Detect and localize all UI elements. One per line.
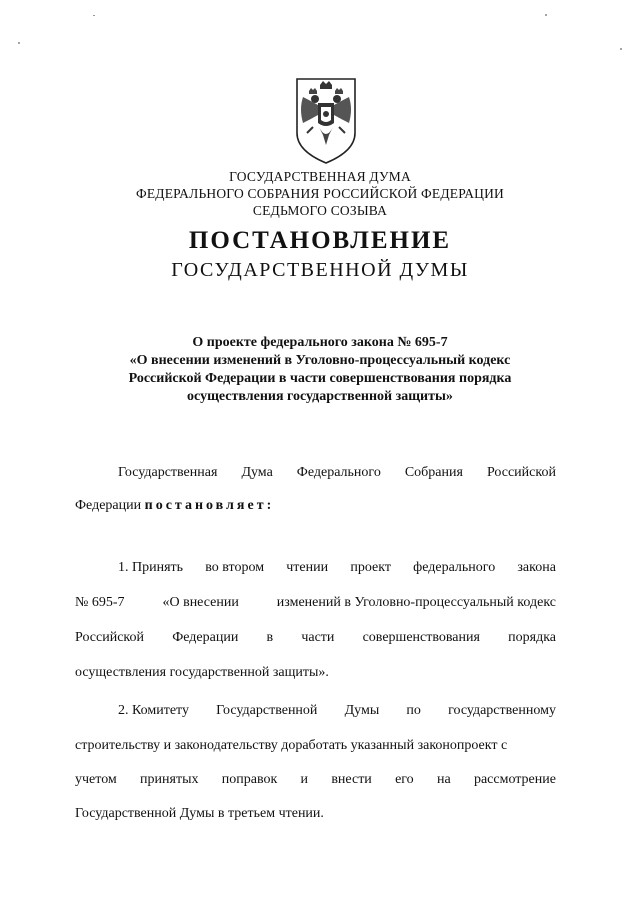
word: по: [406, 703, 421, 718]
word: на: [436, 772, 451, 787]
word: проект: [350, 560, 391, 575]
word: его: [395, 772, 414, 787]
header-line-3: СЕДЬМОГО СОЗЫВА: [252, 203, 388, 218]
word: «О внесении: [162, 595, 239, 610]
word: принятых: [140, 772, 199, 787]
word: Собрания: [404, 465, 463, 480]
about-line-4: осуществления государственной защиты»: [187, 389, 453, 404]
document-title: ПОСТАНОВЛЕНИЕ: [188, 227, 452, 254]
word: Российской: [75, 630, 144, 645]
word: учетом: [75, 772, 117, 787]
item1-line-1: [118, 560, 556, 576]
about-line-3: Российской Федерации в части совершенствования порядка: [128, 371, 512, 386]
resolves-word: постановляет:: [144, 498, 275, 513]
word: федерального: [413, 560, 496, 575]
item2-line-1: [118, 703, 556, 719]
word: № 695-7: [75, 595, 125, 610]
item1-line-3: [75, 630, 556, 646]
header-line-2: ФЕДЕРАЛЬНОГО СОБРАНИЯ РОССИЙСКОЙ ФЕДЕРАЦИИ: [136, 186, 504, 201]
item2-line-4: Государственной Думы в третьем чтении.: [75, 806, 324, 821]
scan-speck: [18, 42, 20, 44]
word: поправок: [221, 772, 278, 787]
scan-speck: [620, 48, 622, 50]
preamble-line-2: [75, 498, 274, 514]
word: во втором: [205, 560, 265, 575]
preamble-line-1: [118, 465, 556, 481]
word: государственному: [448, 703, 556, 718]
word: внести: [331, 772, 372, 787]
word: Дума: [241, 465, 273, 480]
document-subtitle: ГОСУДАРСТВЕННОЙ ДУМЫ: [171, 259, 469, 281]
word: Государственной: [216, 703, 318, 718]
word: и: [300, 772, 309, 787]
item2-line-2: строительству и законодательству доработать указанный законопроект с: [75, 738, 508, 753]
item1-line-2: [75, 595, 556, 611]
word: 1. Принять: [118, 560, 184, 575]
word: в: [266, 630, 274, 645]
header-line-1: ГОСУДАРСТВЕННАЯ ДУМА: [229, 169, 411, 184]
word: чтении: [286, 560, 329, 575]
word: Федерации: [172, 630, 239, 645]
preamble-prefix: Федерации: [75, 498, 145, 513]
word: 2. Комитету: [118, 703, 189, 718]
item1-line-4: осуществления государственной защиты».: [75, 665, 329, 680]
about-line-1: О проекте федерального закона № 695-7: [192, 335, 448, 350]
word: Федерального: [296, 465, 381, 480]
word: рассмотрение: [473, 772, 556, 787]
word: порядка: [508, 630, 556, 645]
about-line-2: «О внесении изменений в Уголовно-процессуальный кодекс: [129, 353, 511, 368]
item2-line-3: [75, 772, 556, 788]
word: изменений в Уголовно-процессуальный кодекс: [276, 595, 556, 610]
word: Российской: [486, 465, 556, 480]
scan-speck: [545, 14, 547, 16]
word: закона: [517, 560, 556, 575]
scan-speck: [93, 15, 95, 16]
word: части: [301, 630, 335, 645]
word: совершенствования: [362, 630, 480, 645]
coat-of-arms-icon: [291, 75, 361, 165]
word: Государственная: [118, 465, 218, 480]
word: Думы: [344, 703, 380, 718]
